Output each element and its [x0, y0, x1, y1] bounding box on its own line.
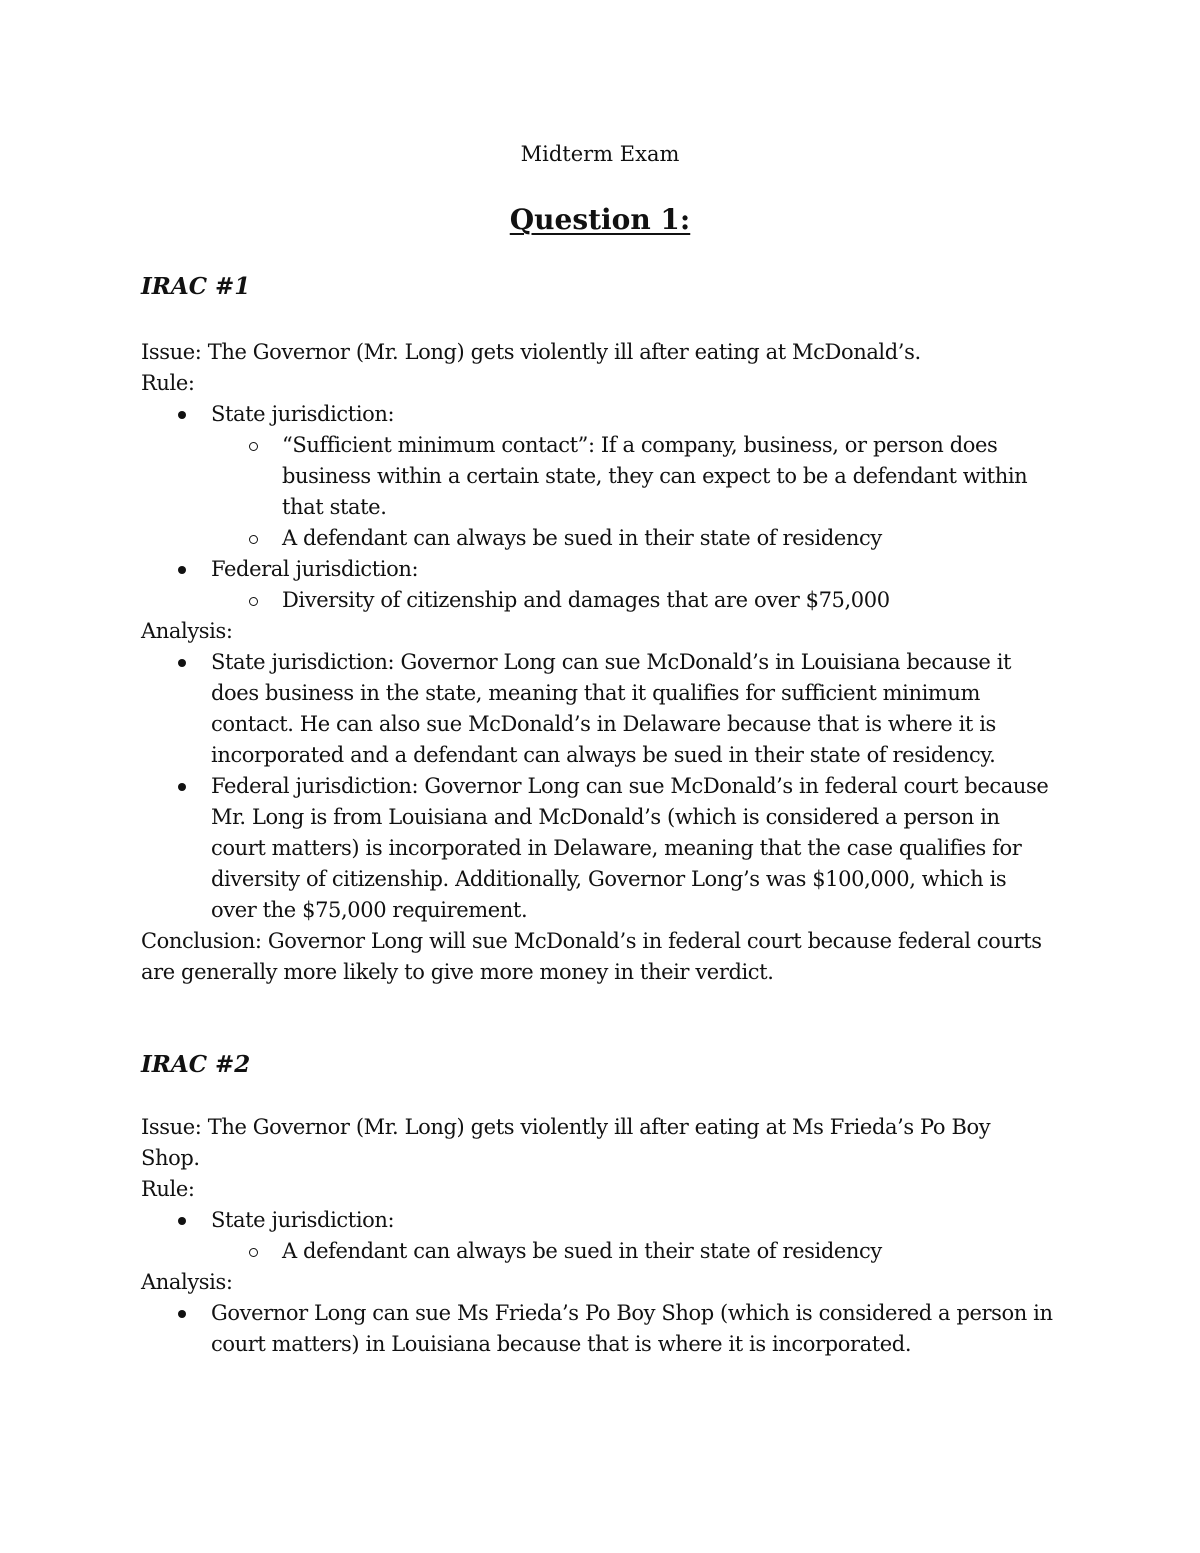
irac1-analysis-label: Analysis: — [141, 619, 233, 643]
irac2-analysis-l2: court matters) in Louisiana because that is where it is incorporated. — [211, 1332, 912, 1356]
bullet-dot-icon — [178, 1217, 186, 1225]
irac1-rule-state-sub1-l2: business within a certain state, they can expect to be a defendant within — [282, 464, 1028, 488]
irac1-rule-label: Rule: — [141, 371, 195, 395]
irac1-conclusion-l2: are generally more likely to give more money in their verdict. — [141, 960, 774, 984]
irac2-rule-label: Rule: — [141, 1177, 195, 1201]
irac1-analysis-federal-l1: Federal jurisdiction: Governor Long can sue McDonald’s in federal court because — [211, 774, 1049, 798]
irac1-rule-federal-sub1: Diversity of citizenship and damages that are over $75,000 — [282, 588, 890, 612]
irac1-heading: IRAC #1 — [141, 273, 251, 300]
bullet-dot-icon — [178, 566, 186, 574]
bullet-dot-icon — [178, 659, 186, 667]
document-title: Midterm Exam — [520, 142, 680, 166]
irac1-conclusion-l1: Conclusion: Governor Long will sue McDonald’s in federal court because federal courts — [141, 929, 1042, 953]
irac2-issue-l1: Issue: The Governor (Mr. Long) gets violently ill after eating at Ms Frieda’s Po Boy — [141, 1115, 991, 1139]
irac1-analysis-federal-l3: court matters) is incorporated in Delaware, meaning that the case qualifies for — [211, 836, 1022, 860]
irac1-rule-state: State jurisdiction: — [211, 402, 395, 426]
irac2-heading: IRAC #2 — [141, 1051, 251, 1078]
bullet-dot-icon — [178, 411, 186, 419]
bullet-dot-icon — [178, 783, 186, 791]
irac2-rule-state: State jurisdiction: — [211, 1208, 395, 1232]
irac1-rule-federal: Federal jurisdiction: — [211, 557, 419, 581]
irac1-analysis-state-l3: contact. He can also sue McDonald’s in Delaware because that is where it is — [211, 712, 996, 736]
irac2-analysis-label: Analysis: — [141, 1270, 233, 1294]
irac2-issue-l2: Shop. — [141, 1146, 200, 1170]
irac1-analysis-state-l2: does business in the state, meaning that it qualifies for sufficient minimum — [211, 681, 981, 705]
irac2-rule-state-sub1: A defendant can always be sued in their state of residency — [282, 1239, 882, 1263]
question-title: Question 1: — [509, 203, 691, 236]
irac1-rule-state-sub1-l1: “Sufficient minimum contact”: If a company, business, or person does — [282, 433, 998, 457]
bullet-circle-icon — [249, 442, 258, 451]
irac1-analysis-state-l4: incorporated and a defendant can always be sued in their state of residency. — [211, 743, 996, 767]
bullet-circle-icon — [249, 535, 258, 544]
irac1-rule-state-sub1-l3: that state. — [282, 495, 387, 519]
bullet-dot-icon — [178, 1310, 186, 1318]
bullet-circle-icon — [249, 1248, 258, 1257]
irac1-analysis-federal-l2: Mr. Long is from Louisiana and McDonald’s (which is considered a person in — [211, 805, 1000, 829]
irac1-rule-state-sub2: A defendant can always be sued in their state of residency — [282, 526, 882, 550]
irac1-analysis-federal-l4: diversity of citizenship. Additionally, Governor Long’s was $100,000, which is — [211, 867, 1007, 891]
irac1-analysis-federal-l5: over the $75,000 requirement. — [211, 898, 528, 922]
irac2-analysis-l1: Governor Long can sue Ms Frieda’s Po Boy Shop (which is considered a person in — [211, 1301, 1053, 1325]
irac1-issue: Issue: The Governor (Mr. Long) gets violently ill after eating at McDonald’s. — [141, 340, 921, 364]
bullet-circle-icon — [249, 597, 258, 606]
irac1-analysis-state-l1: State jurisdiction: Governor Long can sue McDonald’s in Louisiana because it — [211, 650, 1012, 674]
